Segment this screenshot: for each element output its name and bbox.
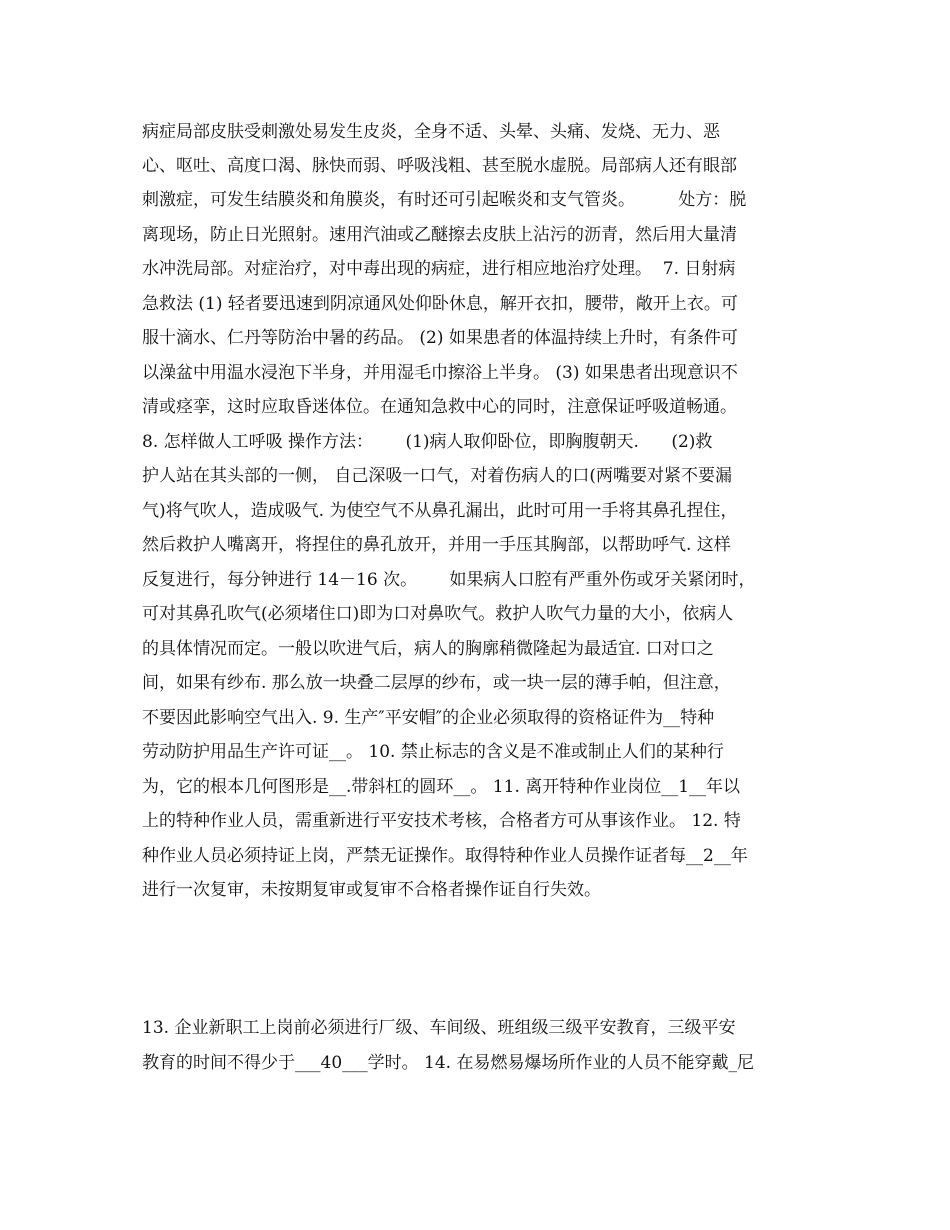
text-line: 8. 怎样做人工呼吸 操作方法： (1)病人取仰卧位，即胸腹朝天. (2)救 xyxy=(142,432,713,452)
text-line: 水冲洗局部。对症治疗，对中毒出现的病症，进行相应地治疗处理。 7. 日射病 xyxy=(142,259,736,279)
text-line: 种作业人员必须持证上岗，严禁无证操作。取得特种作业人员操作证者每__2__年 xyxy=(142,846,748,866)
text-line: 13. 企业新职工上岗前必须进行厂级、车间级、班组级三级平安教育，三级平安 xyxy=(142,1018,736,1038)
text-line: 清或痉挛，这时应取昏迷体位。在通知急救中心的同时，注意保证呼吸道畅通。 xyxy=(142,397,737,417)
text-line: 急救法 (1) 轻者要迅速到阴凉通风处仰卧休息，解开衣扣，腰带，敞开上衣。可 xyxy=(142,294,738,314)
text-line: 反复进行，每分钟进行 14－16 次。 如果病人口腔有严重外伤或牙关紧闭时， xyxy=(142,570,756,590)
text-line: 护人站在其头部的一侧， 自己深吸一口气，对着伤病人的口(两嘴要对紧不要漏 xyxy=(142,466,733,486)
text-line: 可对其鼻孔吹气(必须堵住口)即为口对鼻吹气。救护人吹气力量的大小，依病人 xyxy=(142,604,734,624)
text-line: 心、呕吐、高度口渴、脉快而弱、呼吸浅粗、甚至脱水虚脱。局部病人还有眼部 xyxy=(142,156,737,176)
text-line: 然后救护人嘴离开，将捏住的鼻孔放开，并用一手压其胸部，以帮助呼气. 这样 xyxy=(142,535,731,555)
text-line: 间，如果有纱布. 那么放一块叠二层厚的纱布，或一块一层的薄手帕，但注意， xyxy=(142,673,731,693)
text-line: 气)将气吹人，造成吸气. 为使空气不从鼻孔漏出，此时可用一手将其鼻孔捏住， xyxy=(142,501,738,521)
text-line: 不要因此影响空气出入. 9. 生产″平安帽″的企业必须取得的资格证件为__特种 xyxy=(142,708,715,728)
text-line: 离现场，防止日光照射。速用汽油或乙醚擦去皮肤上沾污的沥青，然后用大量清 xyxy=(142,225,737,245)
text-line: 的具体情况而定。一般以吹进气后，病人的胸廓稍微隆起为最适宜. 口对口之 xyxy=(142,639,714,659)
text-line: 病症局部皮肤受刺激处易发生皮炎，全身不适、头晕、头痛、发烧、无力、恶 xyxy=(142,122,720,142)
text-line: 教育的时间不得少于___40___学时。 14. 在易燃易爆场所作业的人员不能穿戴_尼 xyxy=(142,1053,754,1073)
text-line: 上的特种作业人员，需重新进行平安技术考核，合格者方可从事该作业。 12. 特 xyxy=(142,811,741,831)
text-line: 为，它的根本几何图形是__.带斜杠的圆环__。 11. 离开特种作业岗位__1__年以 xyxy=(142,777,741,797)
text-line: 进行一次复审，未按期复审或复审不合格者操作证自行失效。 xyxy=(142,880,601,900)
text-line: 刺激症，可发生结膜炎和角膜炎，有时还可引起喉炎和支气管炎。 处方：脱 xyxy=(142,190,747,210)
text-line: 服十滴水、仁丹等防治中暑的药品。 (2) 如果患者的体温持续上升时，有条件可 xyxy=(142,328,738,348)
text-line: 以澡盆中用温水浸泡下半身，并用湿毛巾擦浴上半身。 (3) 如果患者出现意识不 xyxy=(142,363,738,383)
text-line: 劳动防护用品生产许可证__。 10. 禁止标志的含义是不准或制止人们的某种行 xyxy=(142,742,724,762)
